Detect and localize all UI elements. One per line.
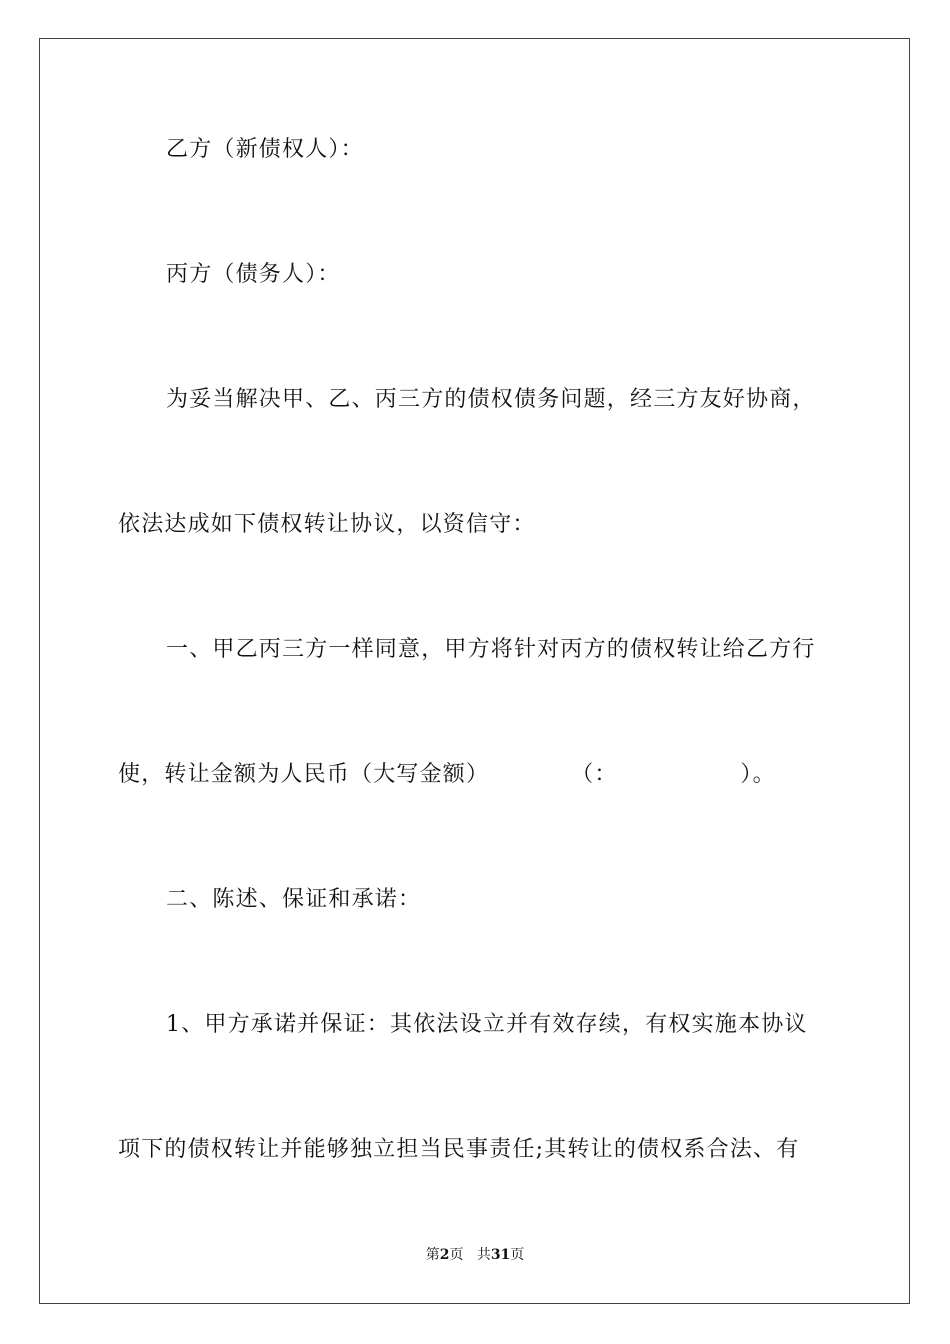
footer-prefix: 第 [425,1247,440,1263]
footer-total-prefix: 共 [476,1247,491,1263]
clause-1-line-1: 一、甲乙丙三方一样同意，甲方将针对丙方的债权转让给乙方行 [166,637,816,662]
clause-2-item-1-line-2: 项下的债权转让并能够独立担当民事责任;其转让的债权系合法、有 [118,1137,800,1162]
party-b-line: 乙方（新债权人）： [166,137,364,162]
preamble-line-2: 依法达成如下债权转让协议，以资信守： [118,512,536,537]
footer-page-number: 2 [439,1247,450,1263]
footer-total-pages: 31 [490,1247,511,1263]
clause-2-heading: 二、陈述、保证和承诺： [166,887,422,912]
clause-2-item-1-line-1: 1、甲方承诺并保证：其依法设立并有效存续，有权实施本协议 [166,1012,808,1037]
preamble-line-1: 为妥当解决甲、乙、丙三方的债权债务问题，经三方友好协商， [166,387,816,412]
page-frame [39,38,910,1304]
party-c-line: 丙方（债务人）： [166,262,341,287]
footer-total-unit: 页 [510,1247,525,1263]
footer-page-unit: 页 [449,1247,464,1263]
clause-1-line-2: 使，转让金额为人民币（大写金额） （： ）。 [118,762,776,787]
page-footer [0,1245,950,1265]
